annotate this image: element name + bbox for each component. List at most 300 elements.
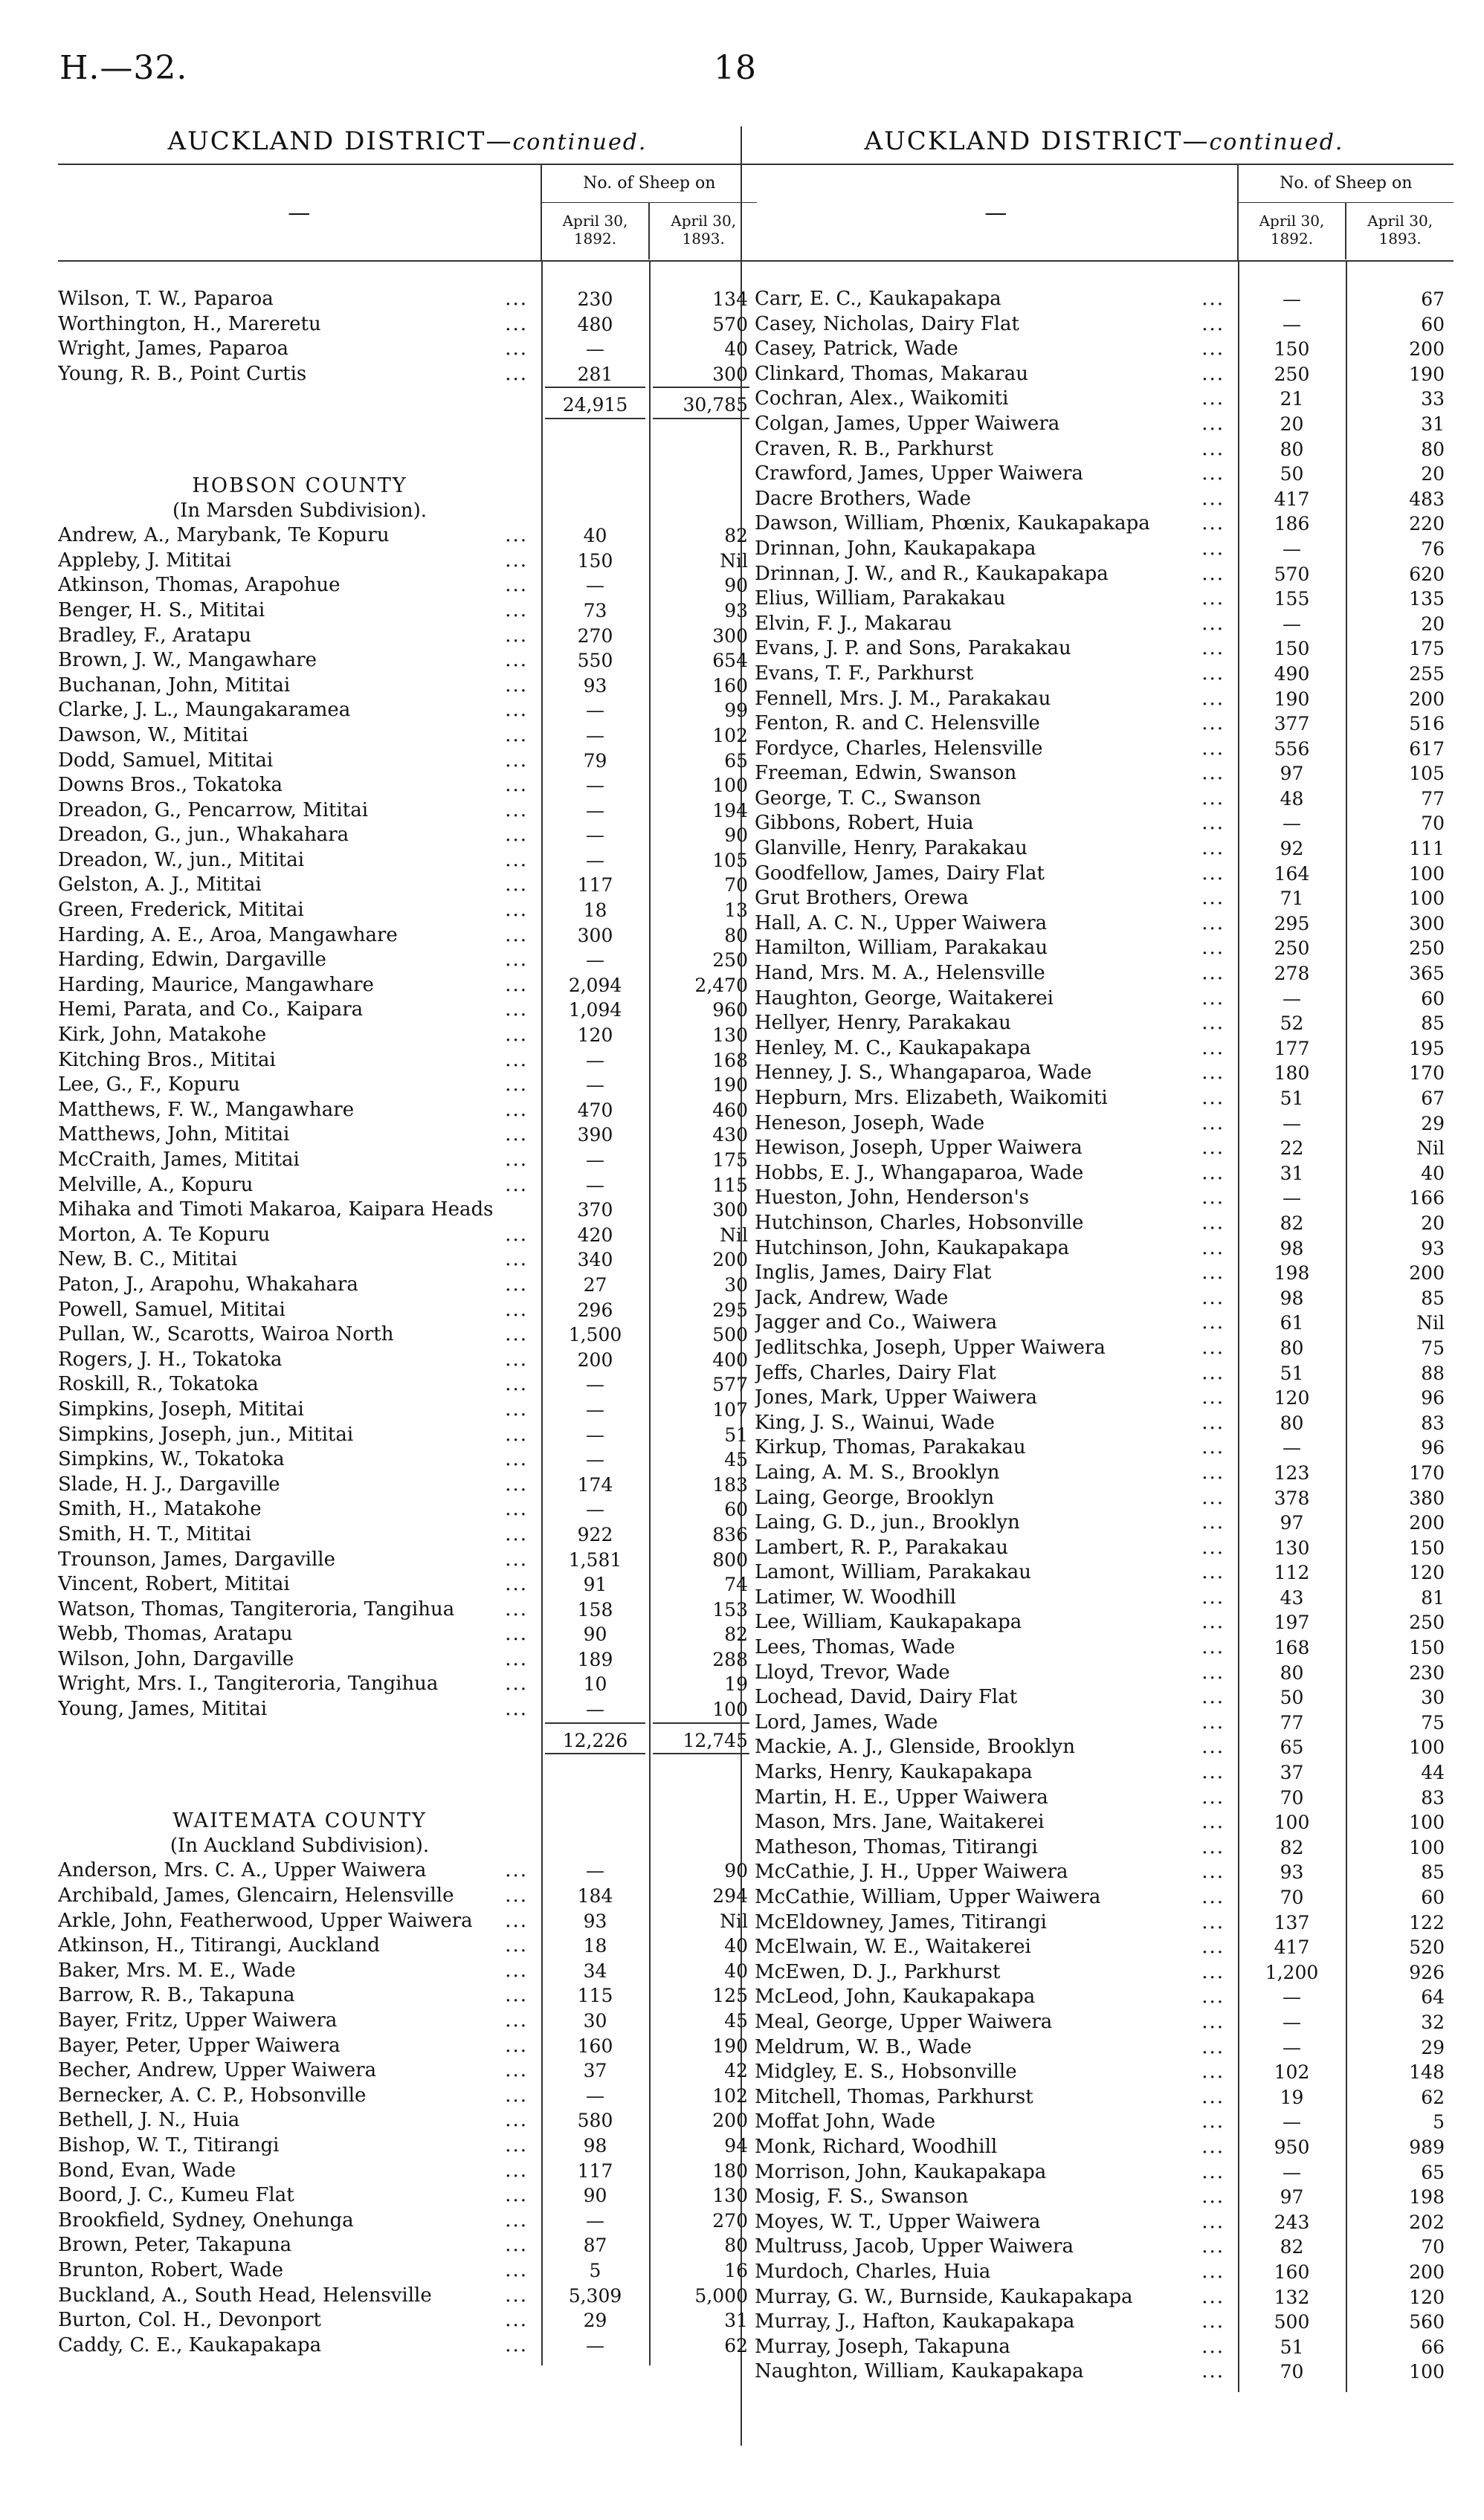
sheep-1893: 20 [1421,613,1445,635]
table-row [755,986,1454,1012]
sheep-1892: 18 [583,899,607,922]
table-row [755,487,1454,512]
sheep-1892: 50 [1280,1687,1304,1709]
sheep-1892: — [586,1149,604,1171]
table-row [58,2209,757,2234]
table-row [755,312,1454,337]
sheep-1892: 150 [577,549,613,572]
sheep-1893: 2,470 [694,974,748,996]
table-row [755,2035,1454,2061]
sheep-1893: 100 [712,1699,748,1721]
sheep-1893: 620 [1409,563,1445,585]
table-row [58,624,757,649]
sheep-1893: 74 [724,1574,748,1596]
sheep-1893: 200 [1409,688,1445,710]
table-row [58,598,757,624]
table-row [58,2258,757,2284]
sheep-1892: — [586,1374,604,1396]
sheep-1892: 378 [1274,1487,1310,1509]
table-row [755,836,1454,862]
sheep-1893: 198 [1409,2186,1445,2209]
sheep-1893: 32 [1421,2011,1445,2033]
table-row [58,1273,757,1298]
sheep-1893: 40 [1421,1162,1445,1184]
sheep-1892: 480 [577,313,613,335]
table-row [755,1361,1454,1386]
sheep-1893: 200 [1409,1262,1445,1285]
owner-name: Lord, James, Wade ... [755,1710,1238,1736]
sheep-1892: 93 [1280,1861,1304,1884]
sheep-1893: 570 [712,313,748,335]
owner-name: Jeffs, Charles, Dairy Flat ... [755,1361,1238,1386]
owner-name: Clinkard, Thomas, Makarau ... [755,362,1238,387]
table-row [755,1411,1454,1436]
owner-name: Lees, Thomas, Wade ... [755,1635,1238,1661]
sheep-1892: 243 [1274,2211,1310,2233]
table-row [58,848,757,873]
owner-name: Henley, M. C., Kaukapakapa ... [755,1036,1238,1062]
table-row [58,673,757,699]
sheep-1892: 200 [577,1348,613,1371]
sheep-1893: 83 [1421,1786,1445,1809]
owner-name: Anderson, Mrs. C. A., Upper Waiwera ... [58,1858,541,1884]
owner-name: Downs Bros., Tokatoka ... [58,773,541,798]
sheep-1892: 417 [1274,1936,1310,1959]
owner-name: Atkinson, Thomas, Arapohue ... [58,573,541,598]
table-row [755,1186,1454,1211]
page-number: 18 [714,49,757,87]
sheep-1893: 430 [712,1124,748,1146]
sheep-1892: 190 [1274,688,1310,710]
sheep-1892: 340 [577,1249,613,1271]
owner-name: Dreadon, G., jun., Whakahara ... [58,823,541,848]
table-row [755,337,1454,362]
sheep-1893: 93 [1421,1237,1445,1259]
sheep-1892: — [1283,288,1301,310]
sheep-1893: 170 [1409,1062,1445,1085]
owner-name: Vincent, Robert, Mititai ... [58,1572,541,1597]
sheep-1893: 40 [724,1935,748,1957]
owner-name: Wright, Mrs. I., Tangiteroria, Tangihua ... [58,1672,541,1697]
table-row [755,1061,1454,1086]
table-row [58,1023,757,1048]
table-row [755,2260,1454,2285]
sheep-1892: 40 [583,525,607,547]
rows-group-c [58,1858,757,2358]
table-row [755,1685,1454,1710]
table-row [755,2110,1454,2135]
sheep-1893: 250 [1409,1612,1445,1634]
owner-name: Fennell, Mrs. J. M., Parakakau ... [755,687,1238,712]
owner-name: Murray, Joseph, Takapuna ... [755,2335,1238,2360]
table-row [755,886,1454,911]
sheep-1893: 560 [1409,2311,1445,2333]
sheep-1893: 85 [1421,1012,1445,1035]
sheep-1893: 40 [724,338,748,361]
sheep-1893: 100 [1409,1836,1445,1858]
owner-name: Grut Brothers, Orewa ... [755,886,1238,911]
sheep-1892: 1,094 [568,999,622,1021]
sheep-1893: 105 [1409,763,1445,785]
district-title: AUCKLAND DISTRICT—continued. [864,126,1344,156]
sheep-1893: 107 [712,1398,748,1421]
sheep-1893: 77 [1421,787,1445,810]
table-row [58,1247,757,1273]
sheep-1893: 64 [1421,1986,1445,2009]
table-row [755,1860,1454,1885]
owner-name: Rogers, J. H., Tokatoka ... [58,1348,541,1373]
sheep-1892: 93 [583,1910,607,1932]
sheep-1893: 365 [1409,963,1445,985]
sheep-1892: 158 [577,1598,613,1621]
table-row [58,1298,757,1323]
sheep-1893: 500 [712,1324,748,1346]
owner-name: Multruss, Jacob, Upper Waiwera ... [755,2235,1238,2260]
sheep-1893: 190 [712,2035,748,2057]
table-row [755,2135,1454,2160]
sheep-1892: 950 [1274,2136,1310,2158]
sheep-1893: 183 [712,1473,748,1496]
owner-name: Elvin, F. J., Makarau ... [755,612,1238,637]
sheep-1892: 29 [583,2310,607,2332]
sheep-1892: 377 [1274,713,1310,735]
sheep-1893: 65 [724,749,748,772]
sheep-1892: 390 [577,1124,613,1146]
table-row [58,2183,757,2209]
owner-name: Murray, G. W., Burnside, Kaukapakapa ... [755,2285,1238,2310]
sheep-1892: 70 [1280,1887,1304,1908]
table-row [755,1985,1454,2010]
col-1892-header: April 30, 1892. [542,203,651,259]
sheep-1893: 33 [1421,388,1445,410]
table-row [58,1697,757,1722]
owner-name: Young, James, Mititai ... [58,1697,541,1722]
sheep-1893: 100 [1409,1812,1445,1834]
owner-name: Matheson, Thomas, Titirangi ... [755,1835,1238,1861]
table-row [58,749,757,774]
sheep-1892: 91 [583,1574,607,1596]
owner-name: Watson, Thomas, Tangiteroria, Tangihua ... [58,1597,541,1623]
sheep-1892: 51 [1280,1362,1304,1384]
owner-name: Lloyd, Trevor, Wade ... [755,1661,1238,1686]
table-row [58,923,757,949]
owner-name: Moffat John, Wade ... [755,2110,1238,2135]
sheep-1892: 189 [577,1648,613,1670]
table-row [58,1522,757,1548]
owner-name: Mosig, F. S., Swanson ... [755,2185,1238,2210]
owner-name: Harding, Edwin, Dargaville ... [58,948,541,973]
table-row [58,1858,757,1884]
sheep-1893: 800 [712,1548,748,1571]
col-1893-header: April 30, 1893. [1367,212,1433,248]
sheep-1893: 200 [712,2110,748,2132]
table-row [58,1348,757,1373]
owner-name: Roskill, R., Tokatoka ... [58,1372,541,1398]
owner-name: Becher, Andrew, Upper Waiwera ... [58,2058,541,2084]
table-row [58,2133,757,2159]
owner-name: Hewison, Joseph, Upper Waiwera ... [755,1136,1238,1161]
owner-name: Hutchinson, John, Kaukapakapa ... [755,1236,1238,1261]
sheep-1892: 556 [1274,737,1310,760]
sheep-1892: 250 [1274,937,1310,960]
table-row [755,1286,1454,1311]
owner-name: McCathie, J. H., Upper Waiwera ... [755,1860,1238,1885]
sheep-1892: 2,094 [568,974,622,996]
owner-name: McLeod, John, Kaukapakapa ... [755,1985,1238,2010]
county-heading: WAITEMATA COUNTY [172,1809,427,1833]
table-row [58,1048,757,1073]
table-row [755,1661,1454,1686]
table-row [58,2333,757,2359]
page-ref: H.—32. [59,49,188,87]
table-row [755,612,1454,637]
sheep-1893: 175 [712,1149,748,1171]
name-header: — [984,199,1007,226]
table-row [755,1435,1454,1461]
sheep-1892: 22 [1280,1137,1304,1160]
sheep-1893: 150 [1409,1537,1445,1559]
table-row [58,549,757,574]
sheep-1892: 1,500 [568,1324,622,1346]
sheep-1893: Nil [1416,1137,1445,1160]
sheep-1893: 135 [1409,588,1445,610]
table-row [755,1336,1454,1361]
sheep-1893: 5,000 [694,2284,748,2307]
sheep-1893: 60 [1421,1887,1445,1908]
sheep-1893: 122 [1409,1911,1445,1933]
owner-name: Matthews, F. W., Mangawhare ... [58,1098,541,1123]
owner-name: Bishop, W. T., Titirangi ... [58,2133,541,2159]
sheep-1892: 132 [1274,2286,1310,2308]
sheep-1892: 120 [577,1024,613,1047]
owner-name: Elius, William, Parakakau ... [755,587,1238,612]
owner-name: Bethell, J. N., Huia ... [58,2108,541,2133]
sheep-1893: 60 [1421,313,1445,335]
owner-name: Mackie, A. J., Glenside, Brooklyn ... [755,1735,1238,1760]
table-row [755,911,1454,937]
owner-name: Inglis, James, Dairy Flat ... [755,1261,1238,1286]
sheep-1893: 111 [1409,838,1445,860]
owner-name: Carr, E. C., Kaukapakapa ... [755,287,1238,312]
owner-name: Brookfield, Sydney, Onehunga ... [58,2209,541,2234]
sheep-1892: 120 [1274,1387,1310,1409]
sheep-1893: 62 [1421,2086,1445,2108]
table-row [58,2284,757,2309]
owner-name: Kitching Bros., Mititai ... [58,1048,541,1073]
sheep-1893: 88 [1421,1362,1445,1384]
table-row [755,1786,1454,1811]
owner-name: Appleby, J. Mititai ... [58,549,541,574]
sheep-1893: 31 [724,2310,748,2332]
sheep-1893: 75 [1421,1337,1445,1359]
sheep-1893: 166 [1409,1187,1445,1209]
sheep-1893: 60 [724,1499,748,1521]
sheep-1893: 200 [712,1249,748,1271]
subdivision-heading: (In Marsden Subdivision). [172,499,427,522]
table-row [755,511,1454,537]
sheep-1893: 100 [1409,862,1445,885]
owner-name: Drinnan, John, Kaukapakapa ... [755,537,1238,562]
sheep-1892: 79 [583,749,607,772]
owner-name: Murdoch, Charles, Huia ... [755,2260,1238,2285]
owner-name: New, B. C., Mititai ... [58,1247,541,1273]
sheep-1892: — [586,724,604,746]
sheep-1893: 190 [1409,363,1445,385]
table-row [58,773,757,798]
table-row [58,1983,757,2009]
sheep-1893: 85 [1421,1287,1445,1309]
sheep-1893: 300 [712,624,748,647]
table-row [755,1036,1454,1062]
sheep-1893: 100 [712,775,748,797]
sheep-1893: 130 [712,2185,748,2207]
sheep-1892: 417 [1274,488,1310,510]
table-row [755,2010,1454,2035]
rows-group-b [58,523,757,1722]
sheep-1892: 1,200 [1265,1961,1319,1983]
sheep-1892: 420 [577,1224,613,1246]
owner-name: Baker, Mrs. M. E., Wade ... [58,1959,541,1984]
sheep-1892: 80 [1280,438,1304,460]
sheep-1892: 230 [577,288,613,310]
sheep-1893: 13 [724,899,748,922]
table-row [755,562,1454,587]
sheep-1892: — [586,1174,604,1196]
sheep-1892: 580 [577,2110,613,2132]
owner-name: Moyes, W. T., Upper Waiwera ... [755,2210,1238,2235]
sheep-1893: 80 [1421,438,1445,460]
sheep-1892: 98 [1280,1287,1304,1309]
sheep-1892: 184 [577,1885,613,1907]
sheep-1892: — [586,824,604,847]
table-row [755,1236,1454,1261]
sheep-1893: 30 [724,1273,748,1296]
sheep-1892: 186 [1274,513,1310,535]
owner-name: Haughton, George, Waitakerei ... [755,986,1238,1012]
table-row [755,737,1454,762]
owner-name: Drinnan, J. W., and R., Kaukapakapa ... [755,562,1238,587]
sheep-1893: 16 [724,2259,748,2281]
sheep-1893: 62 [724,2334,748,2356]
sheep-1893: 67 [1421,288,1445,310]
owner-name: Andrew, A., Marybank, Te Kopuru ... [58,523,541,549]
owner-name: Murray, J., Hafton, Kaukapakapa ... [755,2310,1238,2335]
sheep-1892: 19 [1280,2086,1304,2108]
sheep-1892: 198 [1274,1262,1310,1285]
owner-name: Marks, Henry, Kaukapakapa ... [755,1760,1238,1786]
sheep-1892: 37 [1280,1762,1304,1784]
sheep-1892: — [586,1424,604,1446]
owner-name: Buckland, A., South Head, Helensville ... [58,2284,541,2309]
sheep-1893: 220 [1409,513,1445,535]
table-row [755,1710,1454,1736]
owner-name: Casey, Patrick, Wade ... [755,337,1238,362]
sheep-1892: 98 [1280,1237,1304,1259]
sheep-1893: 45 [724,1449,748,1471]
sheep-1893: 255 [1409,662,1445,685]
sheep-1893: 120 [1409,2286,1445,2308]
sheep-1892: 5,309 [568,2284,622,2307]
table-row [755,1835,1454,1861]
table-row [58,2009,757,2034]
table-row [755,2359,1454,2385]
sheep-1892: — [1283,1187,1301,1209]
table-row [755,786,1454,812]
owner-name: Caddy, C. E., Kaukapakapa ... [58,2333,541,2359]
sheep-1892: 177 [1274,1037,1310,1059]
owner-name: Brunton, Robert, Wade ... [58,2258,541,2284]
sheep-1893: 134 [712,288,748,310]
table-row [58,1398,757,1423]
owner-name: Boord, J. C., Kumeu Flat ... [58,2183,541,2209]
sheep-1893: 45 [724,2010,748,2032]
owner-name: Mihaka and Timoti Makaroa, Kaipara Heads [58,1198,541,1223]
sheep-1893: 175 [1409,638,1445,660]
owner-name: Bradley, F., Aratapu ... [58,624,541,649]
table-row [755,1461,1454,1486]
table-row [58,1173,757,1198]
owner-name: Lee, William, Kaukapakapa ... [755,1610,1238,1635]
sheep-1892: 80 [1280,1337,1304,1359]
owner-name: Bernecker, A. C. P., Hobsonville ... [58,2084,541,2109]
owner-name: George, T. C., Swanson ... [755,786,1238,812]
right-column [755,126,1454,2385]
table-row [58,1548,757,1573]
sheep-1892: — [586,338,604,361]
owner-name: Burton, Col. H., Devonport ... [58,2308,541,2333]
table-row [755,2185,1454,2210]
owner-name: Morrison, John, Kaukapakapa ... [755,2160,1238,2185]
sheep-1893: 65 [1421,2161,1445,2183]
table-row [755,1386,1454,1411]
sheep-1893: 5 [1433,2111,1445,2133]
owner-name: Harding, Maurice, Mangawhare ... [58,973,541,998]
sheep-1893: 400 [712,1348,748,1371]
owner-name: McCathie, William, Upper Waiwera ... [755,1885,1238,1910]
sheep-1892: — [586,2209,604,2232]
table-row [58,1148,757,1173]
sheep-1892: 51 [1280,2336,1304,2358]
sheep-1892: 5 [589,2259,601,2281]
sheep-1892: 370 [577,1199,613,1221]
owner-name: Trounson, James, Dargaville ... [58,1548,541,1573]
subdivision-heading: (In Auckland Subdivision). [170,1834,430,1857]
sheep-1892: — [586,1398,604,1421]
owner-name: Mason, Mrs. Jane, Waitakerei ... [755,1810,1238,1835]
owner-name: Gelston, A. J., Mititai ... [58,873,541,898]
owner-name: Freeman, Edwin, Swanson ... [755,761,1238,786]
sheep-1892: 470 [577,1099,613,1121]
table-row [58,823,757,848]
sheep-1893: 617 [1409,737,1445,760]
table-row [755,1211,1454,1236]
owner-name: Lamont, William, Parakakau ... [755,1560,1238,1586]
sheep-1892: 490 [1274,662,1310,685]
owner-name: Meal, George, Upper Waiwera ... [755,2010,1238,2035]
owner-name: Lambert, R. P., Parakakau ... [755,1536,1238,1561]
owner-name: Laing, George, Brooklyn ... [755,1486,1238,1511]
table-row [58,573,757,598]
sheep-1893: 70 [1421,2236,1445,2258]
sheep-1893: 380 [1409,1487,1445,1509]
owner-name: Gibbons, Robert, Huia ... [755,811,1238,836]
owner-name: Martin, H. E., Upper Waiwera ... [755,1786,1238,1811]
sheep-1893: Nil [720,549,748,572]
sheep-1892: 31 [1280,1162,1304,1184]
sheep-1892: 92 [1280,838,1304,860]
sheep-1892: 43 [1280,1586,1304,1609]
table-row [58,2034,757,2059]
